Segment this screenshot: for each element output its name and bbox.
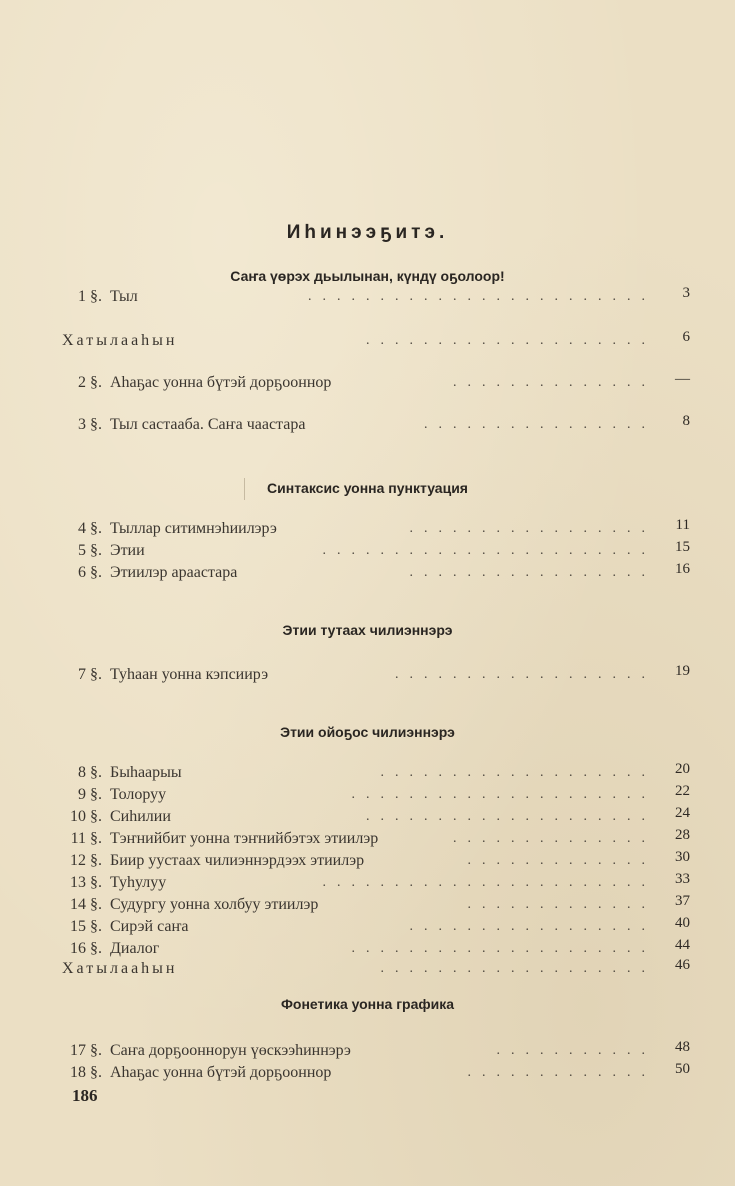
entry-page: 11: [675, 517, 690, 533]
toc-entry: [62, 958, 690, 980]
entry-number: 5: [78, 542, 86, 559]
entry-page: 50: [675, 1061, 690, 1077]
entry-number: 14: [70, 896, 86, 913]
entry-number: 8: [78, 764, 86, 781]
toc-entry: [62, 330, 690, 352]
section-sign: §.: [90, 416, 102, 433]
section-sign: §.: [90, 288, 102, 305]
entry-page: 24: [675, 805, 690, 821]
toc-entry: [62, 806, 690, 828]
entry-title: Сирэй саҥа: [110, 918, 189, 935]
section-sign: §.: [90, 808, 102, 825]
toc-entry: [62, 762, 690, 784]
entry-number: 10: [70, 808, 86, 825]
page-title: Иһинээҕитэ.: [286, 222, 449, 243]
dot-leader: .....................: [351, 787, 656, 802]
entry-page: 6: [682, 329, 690, 345]
toc-entry: [62, 784, 690, 806]
entry-page: 44: [675, 937, 690, 953]
entry-title: Тыл: [110, 288, 138, 305]
entry-page: 3: [682, 285, 690, 301]
entry-number: 12: [70, 852, 86, 869]
section-sign: §.: [90, 940, 102, 957]
dot-leader: .......................: [322, 875, 656, 890]
entry-title: Судургу уонна холбуу этиилэр: [110, 896, 319, 913]
dot-leader: ...................: [380, 961, 656, 976]
page-number: 186: [72, 1086, 98, 1105]
entry-title: Биир уустаах чилиэннэрдээх этиилэр: [110, 852, 365, 869]
dot-leader: ..............: [453, 375, 656, 390]
dot-leader: .......................: [322, 543, 656, 558]
toc-entry: [62, 938, 690, 960]
section-sign: §.: [90, 1064, 102, 1081]
entry-number: 1: [78, 288, 86, 305]
dot-leader: ..................: [395, 667, 656, 682]
entry-title: Тыл састааба. Саҥа чаастара: [110, 416, 306, 433]
entry-number: 16: [70, 940, 86, 957]
section-sign: §.: [90, 564, 102, 581]
dot-leader: ....................: [366, 333, 656, 348]
toc-entry: [62, 518, 690, 540]
entry-number: 6: [78, 564, 86, 581]
section-sign: §.: [90, 374, 102, 391]
entry-page: 40: [675, 915, 690, 931]
toc-entry: [62, 414, 690, 436]
dot-leader: ..............: [453, 831, 656, 846]
section-sign: §.: [90, 520, 102, 537]
section-heading: Этии тутаах чилиэннэрэ: [282, 622, 453, 638]
entry-title: Сиһилии: [110, 808, 171, 825]
entry-title: Этии: [110, 542, 145, 559]
toc-entry: [62, 1062, 690, 1084]
entry-page: 22: [675, 783, 690, 799]
entry-title: Быһаарыы: [110, 764, 182, 781]
entry-number: 18: [70, 1064, 86, 1081]
entry-title: Аһаҕас уонна бүтэй дорҕооннор: [110, 1064, 332, 1081]
entry-number: 3: [78, 416, 86, 433]
toc-entry: [62, 664, 690, 686]
toc-entry: [62, 562, 690, 584]
entry-number: 13: [70, 874, 86, 891]
section-sign: §.: [90, 786, 102, 803]
entry-title: Тэҥнийбит уонна тэҥнийбэтэх этиилэр: [110, 830, 379, 847]
entry-page: 8: [682, 413, 690, 429]
toc-entry: [62, 540, 690, 562]
dot-leader: .....................: [351, 941, 656, 956]
section-heading: Фонетика уонна графика: [280, 996, 455, 1012]
dot-leader: ...................: [380, 765, 656, 780]
section-heading: Синтаксис уонна пунктуация: [267, 480, 468, 496]
entry-title: Саҥа дорҕооннорун үөскээһиннэрэ: [110, 1042, 351, 1059]
entry-number: 15: [70, 918, 86, 935]
entry-page: 20: [675, 761, 690, 777]
entry-page: 33: [675, 871, 690, 887]
entry-title: Тыллар ситимнэһиилэрэ: [110, 520, 277, 537]
entry-number: 17: [70, 1042, 86, 1059]
entry-title: Туһаан уонна кэпсиирэ: [110, 666, 269, 683]
dot-leader: ....................: [366, 809, 656, 824]
entry-title: Толоруу: [110, 786, 167, 803]
section-sign: §.: [90, 852, 102, 869]
entry-title: Диалог: [110, 940, 160, 957]
entry-page: 37: [675, 893, 690, 909]
toc-entry: [62, 372, 690, 394]
section-sign: §.: [90, 918, 102, 935]
section-sign: §.: [90, 542, 102, 559]
dot-leader: .............: [467, 853, 656, 868]
dot-leader: ................: [424, 417, 656, 432]
entry-number: 11: [70, 830, 86, 847]
dot-leader: .................: [409, 521, 656, 536]
entry-number: 2: [78, 374, 86, 391]
section-sign: §.: [90, 830, 102, 847]
toc-entry: [62, 286, 690, 308]
toc-entry: [62, 894, 690, 916]
toc-entry: [62, 1040, 690, 1062]
entry-title: Туһулуу: [110, 874, 167, 891]
entry-number: 9: [78, 786, 86, 803]
entry-title: Этиилэр араастара: [110, 564, 238, 581]
section-sign: §.: [90, 764, 102, 781]
toc-entry: [62, 916, 690, 938]
entry-title: Хатылааһын: [62, 332, 178, 349]
section-heading: Этии ойоҕос чилиэннэрэ: [280, 724, 455, 740]
entry-page: 19: [675, 663, 690, 679]
dot-leader: .............: [467, 897, 656, 912]
entry-page: 30: [675, 849, 690, 865]
dot-leader: ...........: [496, 1043, 656, 1058]
dot-leader: .................: [409, 565, 656, 580]
section-sign: §.: [90, 666, 102, 683]
entry-title: Аһаҕас уонна бүтэй дорҕооннор: [110, 374, 332, 391]
entry-number: 4: [78, 520, 86, 537]
dot-leader: .............: [467, 1065, 656, 1080]
entry-page: 15: [675, 539, 690, 555]
toc-entry: [62, 850, 690, 872]
section-sign: §.: [90, 1042, 102, 1059]
toc-entry: [62, 872, 690, 894]
section-sign: §.: [90, 896, 102, 913]
entry-number: 7: [78, 666, 86, 683]
section-heading: Саҥа үөрэх дьылынан, күндү оҕолоор!: [230, 268, 505, 284]
entry-page: 48: [675, 1039, 690, 1055]
section-sign: §.: [90, 874, 102, 891]
dot-leader: ........................: [308, 289, 656, 304]
entry-page: 16: [675, 561, 690, 577]
entry-page: —: [675, 371, 690, 387]
entry-page: 46: [675, 957, 690, 973]
entry-page: 28: [675, 827, 690, 843]
toc-entry: [62, 828, 690, 850]
entry-title: Хатылааһын: [62, 960, 178, 977]
dot-leader: .................: [409, 919, 656, 934]
